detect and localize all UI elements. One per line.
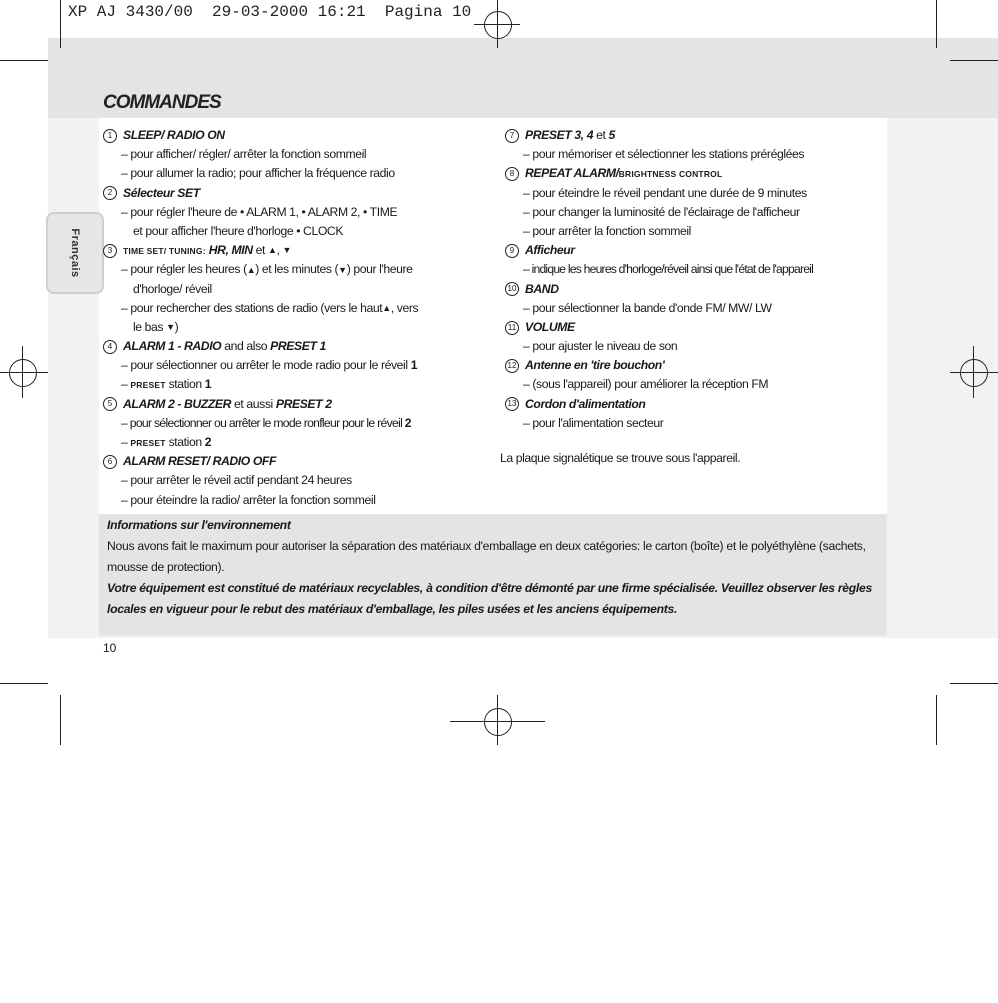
item-title-end: 5 bbox=[608, 128, 615, 142]
item-title: Sélecteur SET bbox=[123, 185, 200, 200]
item-line: – pour changer la luminosité de l'éclairage de l'afficheur bbox=[523, 204, 800, 219]
line-text: ) et les minutes ( bbox=[255, 262, 339, 277]
plaque-note: La plaque signalétique se trouve sous l'appareil. bbox=[500, 451, 741, 465]
item-number: 5 bbox=[103, 397, 117, 411]
item-heading bbox=[103, 337, 495, 356]
environment-bold-text: Votre équipement est constitué de matériaux recyclables, à condition d'être démonté par une firme spécialisée. Veuillez observer les règles locales en vigueur pour le rebut des matériaux d'emballage, les piles usées et les anciens équipements. bbox=[107, 581, 872, 616]
item-title-connector: et bbox=[596, 128, 606, 142]
line-bold: 2 bbox=[204, 435, 212, 449]
right-column bbox=[505, 126, 890, 433]
item-heading bbox=[505, 126, 890, 145]
item-title: Cordon d'alimentation bbox=[525, 396, 646, 411]
item-number: 3 bbox=[103, 244, 117, 258]
item-heading bbox=[103, 126, 495, 145]
page-title: COMMANDES bbox=[103, 92, 221, 113]
environment-title: Informations sur l'environnement bbox=[107, 518, 291, 532]
item-title: SLEEP/ RADIO ON bbox=[123, 128, 225, 142]
crop-mark bbox=[0, 372, 48, 373]
item-number: 7 bbox=[505, 129, 519, 143]
crop-mark bbox=[950, 372, 998, 373]
item-line: – pour régler l'heure de • ALARM 1, • ALARM 2, • TIME bbox=[121, 204, 398, 219]
line-text: – bbox=[121, 377, 128, 392]
item-line: – pour mémoriser et sélectionner les stations préréglées bbox=[523, 147, 805, 162]
line-text: ) pour l'heure bbox=[346, 262, 413, 277]
item-heading bbox=[505, 318, 890, 337]
item-title: PRESET 3, 4 bbox=[525, 128, 594, 142]
item-number: 1 bbox=[103, 129, 117, 143]
item-title: ALARM RESET/ RADIO OFF bbox=[123, 454, 277, 469]
item-line: – pour arrêter la fonction sommeil bbox=[523, 223, 691, 238]
item-line: – pour afficher/ régler/ arrêter la fonction sommeil bbox=[121, 147, 367, 162]
item-title-end: PRESET 1 bbox=[270, 339, 326, 354]
item-line: – pour allumer la radio; pour afficher la fréquence radio bbox=[121, 166, 395, 181]
crop-mark bbox=[474, 24, 520, 25]
item-line bbox=[103, 299, 495, 318]
up-arrow-icon: ▲ bbox=[382, 302, 391, 313]
item-line: – indique les heures d'horloge/réveil ainsi que l'état de l'appareil bbox=[523, 262, 813, 277]
item-heading bbox=[505, 280, 890, 299]
up-arrow-icon: ▲ bbox=[268, 245, 277, 256]
print-header: XP AJ 3430/00 29-03-2000 16:21 Pagina 10 bbox=[68, 3, 472, 21]
line-small: PRESET bbox=[130, 438, 166, 448]
item-title: REPEAT ALARM/ bbox=[525, 166, 619, 181]
crop-mark bbox=[0, 683, 48, 684]
line-text: le bas bbox=[133, 319, 164, 334]
down-arrow-icon: ▼ bbox=[166, 322, 175, 333]
down-arrow-icon: ▼ bbox=[338, 264, 347, 275]
item-number: 2 bbox=[103, 186, 117, 200]
line-text: ) bbox=[174, 319, 179, 334]
registration-target bbox=[484, 708, 512, 736]
line-text: station bbox=[168, 435, 202, 449]
crop-mark bbox=[0, 60, 48, 61]
item-line bbox=[103, 375, 495, 394]
item-number: 9 bbox=[505, 244, 519, 258]
item-title-connector: and also bbox=[224, 339, 268, 354]
item-heading bbox=[505, 164, 890, 183]
line-bold: 1 bbox=[204, 377, 212, 392]
item-heading bbox=[103, 184, 495, 203]
item-line: – pour éteindre le réveil pendant une durée de 9 minutes bbox=[523, 185, 807, 200]
environment-text: Nous avons fait le maximum pour autoriser la séparation des matériaux d'emballage en deux catégories: le carton (boîte) et le polyéthylène (sachets, mousse de protection). bbox=[107, 539, 866, 574]
environment-section bbox=[107, 515, 882, 620]
item-heading: 3 TIME SET/ TUNING: HR, MIN et ▲, ▼ bbox=[103, 241, 495, 260]
line-bold: 1 bbox=[410, 358, 418, 373]
item-heading bbox=[103, 452, 495, 471]
item-line bbox=[103, 433, 495, 452]
left-column bbox=[103, 126, 495, 510]
item-title: ALARM 2 - BUZZER bbox=[123, 396, 232, 411]
item-heading bbox=[505, 395, 890, 414]
item-number: 11 bbox=[505, 321, 519, 335]
item-line bbox=[103, 260, 495, 279]
crop-mark bbox=[936, 695, 937, 745]
item-title: HR, MIN bbox=[208, 243, 253, 258]
down-arrow-icon: ▼ bbox=[282, 245, 292, 256]
item-number: 10 bbox=[505, 282, 519, 296]
crop-mark bbox=[60, 0, 61, 48]
item-title-connector: et bbox=[255, 243, 266, 258]
item-title: Afficheur bbox=[525, 243, 575, 258]
item-title: Antenne en 'tire bouchon' bbox=[525, 358, 665, 373]
crop-mark bbox=[936, 0, 937, 48]
item-line: d'horloge/ réveil bbox=[133, 281, 212, 296]
line-text: , vers bbox=[390, 300, 419, 315]
up-arrow-icon: ▲ bbox=[246, 264, 256, 275]
item-line: et pour afficher l'heure d'horloge • CLOCK bbox=[133, 223, 344, 238]
line-text: – pour régler les heures ( bbox=[121, 262, 247, 277]
item-line: – pour arrêter le réveil actif pendant 24 heures bbox=[121, 473, 352, 488]
crop-mark bbox=[950, 60, 998, 61]
line-text: – pour sélectionner ou arrêter le mode radio pour le réveil bbox=[121, 358, 408, 373]
item-line bbox=[103, 318, 495, 337]
item-title-end: PRESET 2 bbox=[275, 396, 332, 411]
item-number: 6 bbox=[103, 455, 117, 469]
item-title: VOLUME bbox=[525, 319, 575, 334]
item-number: 4 bbox=[103, 340, 117, 354]
line-small: PRESET bbox=[130, 380, 166, 391]
item-line: – pour éteindre la radio/ arrêter la fonction sommeil bbox=[121, 492, 376, 507]
registration-target bbox=[484, 11, 512, 39]
language-tab bbox=[46, 212, 104, 294]
line-text: station bbox=[168, 377, 202, 392]
page-number: 10 bbox=[103, 641, 117, 655]
item-number: 8 bbox=[505, 167, 519, 181]
crop-mark bbox=[497, 695, 498, 745]
item-line: – (sous l'appareil) pour améliorer la réception FM bbox=[523, 377, 769, 392]
item-title-connector: et aussi bbox=[234, 396, 273, 411]
item-heading bbox=[505, 356, 890, 375]
item-heading bbox=[505, 241, 890, 260]
item-heading bbox=[103, 395, 495, 414]
registration-target bbox=[960, 359, 988, 387]
item-number: 12 bbox=[505, 359, 519, 373]
item-line bbox=[103, 356, 495, 375]
item-title: ALARM 1 - RADIO bbox=[123, 339, 222, 354]
item-line: – pour l'alimentation secteur bbox=[523, 415, 664, 430]
registration-target bbox=[9, 359, 37, 387]
line-text: – bbox=[121, 435, 128, 449]
item-line: – pour ajuster le niveau de son bbox=[523, 339, 678, 354]
item-title: BAND bbox=[525, 281, 559, 296]
line-text: – pour sélectionner ou arrêter le mode ronfleur pour le réveil bbox=[121, 415, 403, 430]
line-text: – pour rechercher des stations de radio (vers le haut bbox=[121, 300, 383, 315]
item-number: 13 bbox=[505, 397, 519, 411]
crop-mark bbox=[450, 721, 545, 722]
line-bold: 2 bbox=[404, 415, 411, 430]
item-line: – pour sélectionner la bande d'onde FM/ MW/ LW bbox=[523, 300, 772, 315]
crop-mark bbox=[950, 683, 998, 684]
item-title-small: BRIGHTNESS CONTROL bbox=[618, 169, 723, 180]
crop-mark bbox=[60, 695, 61, 745]
item-title-small: TIME SET/ TUNING: bbox=[123, 246, 206, 257]
language-tab-label: Français bbox=[69, 228, 81, 278]
item-line bbox=[103, 414, 495, 433]
